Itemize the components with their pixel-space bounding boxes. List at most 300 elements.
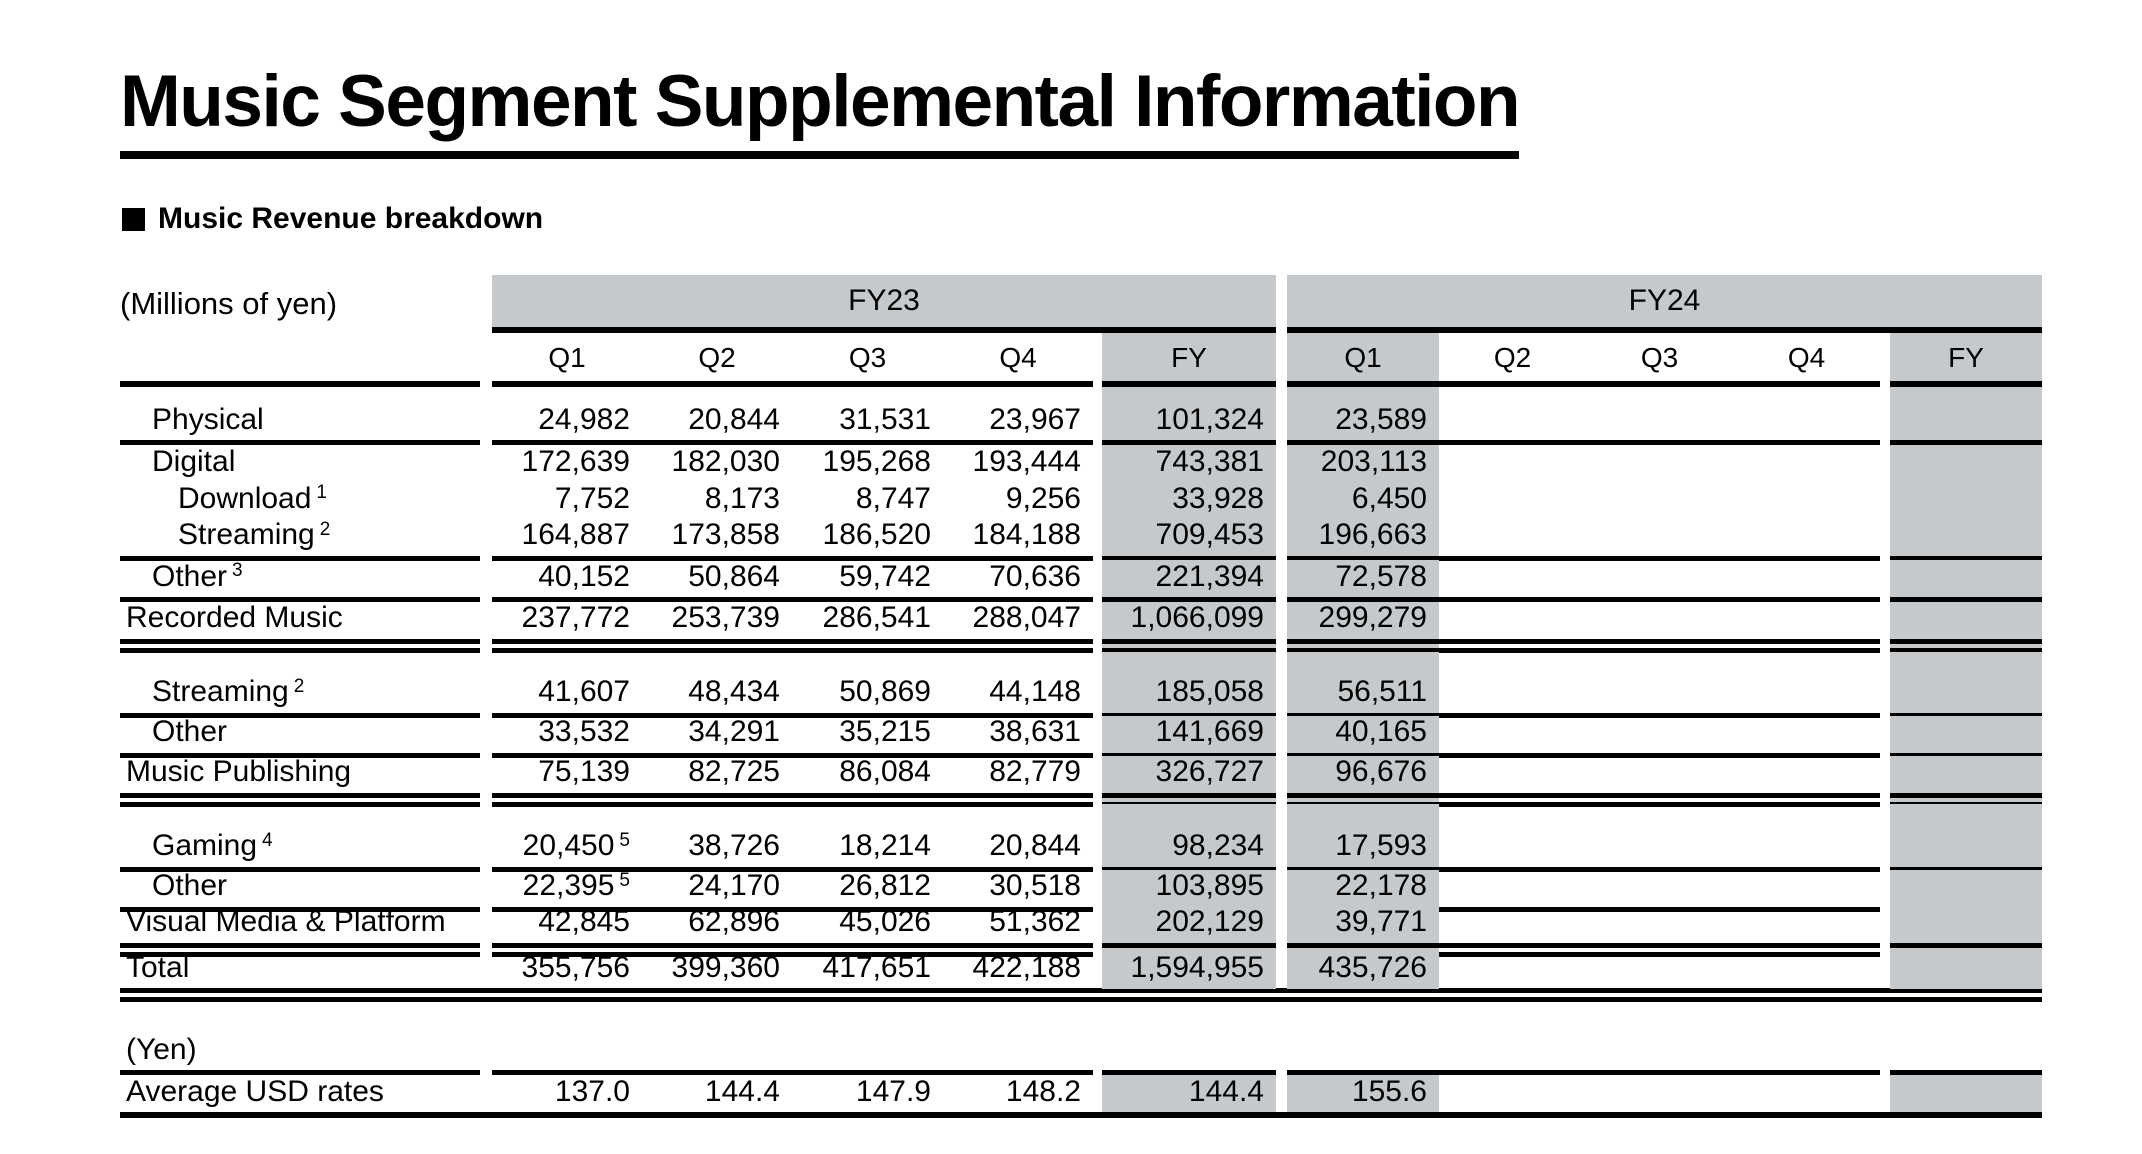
cell-value-text: 148.2	[1005, 1074, 1081, 1108]
col-header-fy24-q3-text: Q3	[1640, 341, 1679, 373]
cell-value	[1287, 560, 1439, 602]
cell-value	[1890, 1075, 2042, 1112]
cell-value-text: 41,607	[538, 675, 630, 708]
section-header-label: Music Revenue breakdown	[158, 202, 544, 235]
col-header-fy24-q4	[1733, 333, 1880, 387]
col-header-fy24-q1-text: Q1	[1344, 341, 1382, 373]
cell-value	[1439, 830, 1586, 872]
table-gap-row	[120, 1002, 2042, 1030]
table-row	[120, 602, 2042, 652]
row-label	[120, 519, 480, 561]
cell-value	[792, 387, 943, 445]
cell-value-text: 193,444	[972, 444, 1081, 478]
cell-value-text: 51,362	[989, 905, 1081, 938]
row-label	[120, 716, 480, 758]
cell-value-text: 17,593	[1335, 829, 1427, 862]
row-label	[120, 445, 480, 482]
cell-value	[1586, 756, 1733, 807]
cell-value	[642, 602, 792, 653]
footnote-marker: 5	[619, 869, 630, 891]
cell-value-text: 172,639	[521, 444, 630, 478]
row-label	[120, 560, 480, 602]
rule-segment	[1287, 1030, 1880, 1075]
fy23-banner	[492, 275, 1276, 333]
cell-value	[792, 830, 943, 872]
shaded-gap-cell	[1287, 652, 1439, 676]
cell-value-text: 253,739	[671, 601, 780, 634]
cell-value	[492, 519, 642, 561]
cell-value-text: 101,324	[1155, 402, 1264, 436]
cell-value	[1102, 676, 1276, 718]
cell-value	[1890, 602, 2042, 653]
cell-value	[492, 830, 642, 872]
cell-value-text: 35,215	[839, 715, 931, 748]
col-header-fy24-q3	[1586, 333, 1733, 387]
cell-value-text: 288,047	[972, 601, 1081, 634]
col-header-fy23-q1	[492, 333, 642, 387]
cell-value	[1102, 716, 1276, 758]
cell-value	[642, 716, 792, 758]
cell-value-text: 45,026	[839, 905, 931, 938]
shaded-gap-cell	[1102, 804, 1276, 830]
cell-value-text: 70,636	[989, 559, 1081, 593]
col-header-fy24-q4-text: Q4	[1787, 341, 1826, 373]
cell-value-text: 22,395	[522, 869, 615, 902]
cell-value-text: 96,676	[1335, 755, 1427, 788]
table-row	[120, 676, 2042, 716]
cell-value	[1890, 445, 2042, 482]
cell-value	[1102, 1075, 1276, 1112]
cell-value	[943, 830, 1093, 872]
cell-value	[1586, 1075, 1733, 1112]
cell-value-text: 40,165	[1335, 715, 1427, 748]
cell-value	[792, 1075, 943, 1112]
cell-value	[1586, 716, 1733, 758]
cell-value-text: 38,726	[688, 829, 780, 862]
cell-value-text: 59,742	[839, 559, 931, 593]
cell-value-text: 20,450	[522, 829, 615, 862]
footnote-marker: 5	[619, 829, 630, 851]
shaded-gap-cell	[1890, 652, 2042, 676]
cell-value-text: 196,663	[1318, 518, 1427, 551]
cell-value	[1102, 952, 1276, 989]
table-row	[120, 445, 2042, 482]
cell-value	[1890, 482, 2042, 519]
cell-value	[943, 716, 1093, 758]
cell-value	[642, 676, 792, 718]
cell-value-text: 39,771	[1335, 905, 1427, 938]
cell-value	[1586, 906, 1733, 957]
cell-value-text: 48,434	[688, 675, 780, 708]
page-title: Music Segment Supplemental Information	[120, 60, 1519, 159]
cell-value-text: 24,982	[538, 402, 630, 436]
cell-value	[1439, 482, 1586, 519]
cell-value	[1287, 482, 1439, 519]
cell-value-text: 98,234	[1172, 829, 1264, 862]
cell-value	[642, 482, 792, 519]
table-row	[120, 716, 2042, 756]
cell-value-text: 173,858	[671, 518, 780, 551]
cell-value	[642, 519, 792, 561]
cell-value	[792, 756, 943, 807]
cell-value	[492, 952, 642, 989]
col-header-fy23-fy-text: FY	[1171, 341, 1207, 373]
row-label	[120, 676, 480, 718]
cell-value-text: 203,113	[1320, 444, 1427, 478]
cell-value	[1287, 445, 1439, 482]
cell-value	[492, 906, 642, 957]
cell-value	[1733, 952, 1880, 989]
cell-value-text: 141,669	[1155, 715, 1264, 748]
row-label-text: Gaming	[152, 829, 258, 862]
cell-value	[492, 1075, 642, 1112]
cell-value	[1287, 756, 1439, 807]
cell-value	[1733, 676, 1880, 718]
cell-value-text: 23,967	[989, 402, 1081, 436]
cell-value-text: 144.4	[1188, 1074, 1264, 1108]
table-banner-row	[120, 275, 2042, 333]
cell-value	[642, 445, 792, 482]
table-header-row	[120, 333, 2042, 387]
music-revenue-table	[120, 275, 2042, 1118]
fy24-banner-text: FY24	[1628, 283, 1701, 317]
cell-value-text: 1,066,099	[1130, 601, 1264, 634]
cell-value	[1890, 387, 2042, 445]
table-row	[120, 906, 2042, 952]
cell-value-text: 182,030	[671, 444, 780, 478]
cell-value-text: 33,532	[538, 715, 630, 748]
cell-value	[1439, 676, 1586, 718]
cell-value-text: 147.9	[855, 1074, 931, 1108]
cell-value	[792, 952, 943, 989]
section-header	[122, 202, 543, 236]
cell-value	[1586, 387, 1733, 445]
cell-value	[492, 756, 642, 807]
cell-value	[1287, 387, 1439, 445]
cell-value	[943, 1075, 1093, 1112]
cell-value	[792, 482, 943, 519]
cell-value	[1102, 602, 1276, 653]
cell-value-text: 399,360	[671, 951, 780, 984]
table-row	[120, 519, 2042, 560]
cell-value	[492, 560, 642, 602]
cell-value-text: 195,268	[822, 444, 931, 478]
cell-value-text: 6,450	[1351, 481, 1427, 515]
row-label-text: Streaming	[178, 518, 315, 551]
cell-value	[1733, 387, 1880, 445]
cell-value	[1287, 1075, 1439, 1112]
cell-value	[1102, 445, 1276, 482]
rule-segment	[1102, 1030, 1276, 1075]
cell-value	[1586, 602, 1733, 653]
usd-rates-row	[120, 1075, 2042, 1118]
cell-value	[792, 602, 943, 653]
row-label-text: Other	[152, 715, 228, 748]
cell-value-text: 20,844	[989, 829, 1081, 862]
cell-value	[1439, 906, 1586, 957]
cell-value	[1287, 716, 1439, 758]
cell-value-text: 82,779	[989, 755, 1081, 788]
cell-value	[943, 387, 1093, 445]
cell-value	[1733, 716, 1880, 758]
cell-value-text: 34,291	[688, 715, 780, 748]
cell-value	[1586, 445, 1733, 482]
cell-value-text: 435,726	[1318, 951, 1427, 984]
cell-value	[1102, 482, 1276, 519]
cell-value-text: 20,844	[688, 402, 780, 436]
cell-value	[492, 482, 642, 519]
cell-value	[943, 952, 1093, 989]
cell-value	[943, 756, 1093, 807]
row-label	[120, 387, 480, 445]
cell-value	[492, 387, 642, 445]
table-row	[120, 756, 2042, 804]
cell-value	[1287, 602, 1439, 653]
cell-value	[1733, 560, 1880, 602]
col-header-fy24-q1	[1287, 333, 1439, 387]
row-label-text: Average USD rates	[126, 1074, 384, 1108]
cell-value	[642, 1075, 792, 1112]
cell-value	[492, 445, 642, 482]
footnote-marker: 3	[232, 560, 243, 582]
cell-value-text: 743,381	[1155, 444, 1264, 478]
col-header-fy23-q3	[792, 333, 943, 387]
shaded-gap-cell	[1287, 804, 1439, 830]
row-label	[120, 482, 480, 519]
cell-value	[642, 387, 792, 445]
cell-value-text: 202,129	[1155, 905, 1264, 938]
cell-value	[642, 906, 792, 957]
table-row	[120, 870, 2042, 906]
cell-value-text: 237,772	[521, 601, 630, 634]
shaded-gap-cell	[1102, 652, 1276, 676]
rule-segment	[492, 1030, 1093, 1075]
cell-value	[792, 519, 943, 561]
cell-value-text: 299,279	[1318, 601, 1427, 634]
cell-value	[792, 906, 943, 957]
cell-value-text: 82,725	[688, 755, 780, 788]
cell-value	[1439, 560, 1586, 602]
cell-value	[1890, 716, 2042, 758]
cell-value-text: 18,214	[839, 829, 931, 862]
cell-value-text: 221,394	[1155, 559, 1264, 593]
cell-value	[642, 756, 792, 807]
cell-value-text: 33,928	[1172, 481, 1264, 515]
col-header-fy24-fy	[1890, 333, 2042, 387]
cell-value	[1287, 906, 1439, 957]
cell-value	[492, 716, 642, 758]
units-label	[120, 275, 480, 333]
cell-value	[1733, 602, 1880, 653]
row-label	[120, 756, 480, 807]
cell-value	[1439, 387, 1586, 445]
row-label-text: Streaming	[152, 675, 289, 708]
cell-value-text: 9,256	[1005, 481, 1081, 515]
cell-value	[1586, 952, 1733, 989]
cell-value-text: 23,589	[1335, 402, 1427, 436]
cell-value	[943, 560, 1093, 602]
row-label-text: Visual Media & Platform	[126, 905, 446, 938]
cell-value-text: 422,188	[972, 951, 1081, 984]
col-header-fy23-q2-text: Q2	[698, 341, 736, 373]
footnote-marker: 2	[319, 518, 331, 540]
cell-value	[1439, 756, 1586, 807]
cell-value-text: 8,173	[704, 481, 780, 515]
cell-value-text: 184,188	[972, 518, 1081, 551]
table-row	[120, 560, 2042, 602]
cell-value-text: 44,148	[989, 675, 1081, 708]
cell-value-text: 26,812	[839, 869, 931, 902]
table-gap-row	[120, 804, 2042, 830]
table-row	[120, 387, 2042, 445]
table-row	[120, 830, 2042, 870]
footnote-marker: 2	[293, 675, 305, 697]
cell-value	[1287, 519, 1439, 561]
footnote-marker: 4	[262, 829, 273, 851]
cell-value	[1733, 519, 1880, 561]
cell-value	[1586, 676, 1733, 718]
yen-units-label	[120, 1030, 480, 1075]
cell-value	[1439, 519, 1586, 561]
row-label	[120, 1075, 480, 1112]
cell-value	[1890, 830, 2042, 872]
row-label-text: Digital	[152, 444, 236, 478]
cell-value	[492, 676, 642, 718]
cell-value	[1890, 560, 2042, 602]
yen-label-row	[120, 1030, 2042, 1075]
cell-value	[1890, 676, 2042, 718]
table-row	[120, 482, 2042, 519]
cell-value-text: 31,531	[839, 402, 931, 436]
row-label	[120, 602, 480, 653]
cell-value-text: 38,631	[989, 715, 1081, 748]
cell-value	[943, 676, 1093, 718]
cell-value-text: 417,651	[822, 951, 931, 984]
cell-value-text: 186,520	[822, 518, 931, 551]
cell-value-text: 355,756	[521, 951, 630, 984]
cell-value-text: 24,170	[688, 869, 780, 902]
cell-value-text: 709,453	[1155, 518, 1264, 551]
fy23-banner-text: FY23	[848, 283, 920, 317]
black-square-bullet-icon	[122, 208, 145, 231]
col-header-fy24-fy-text: FY	[1948, 341, 1984, 373]
col-header-fy23-q1-text: Q1	[548, 341, 586, 373]
cell-value	[1586, 482, 1733, 519]
cell-value	[1733, 830, 1880, 872]
row-label-text: Recorded Music	[126, 601, 343, 634]
cell-value-text: 155.6	[1351, 1074, 1427, 1108]
cell-value	[1102, 519, 1276, 561]
table-gap-row	[120, 652, 2042, 676]
row-label-text: Other	[152, 869, 228, 902]
cell-value	[1102, 560, 1276, 602]
cell-value	[1102, 387, 1276, 445]
cell-value	[1287, 676, 1439, 718]
cell-value-text: 326,727	[1155, 755, 1264, 788]
cell-value	[492, 602, 642, 653]
cell-value-text: 185,058	[1155, 675, 1264, 708]
cell-value-text: 164,887	[521, 518, 630, 551]
col-header-fy23-q4	[943, 333, 1093, 387]
fy24-banner	[1287, 275, 2042, 333]
cell-value	[1890, 906, 2042, 957]
cell-value	[1733, 445, 1880, 482]
col-header-fy23-fy	[1102, 333, 1276, 387]
cell-value	[792, 716, 943, 758]
col-header-fy23-q3-text: Q3	[848, 341, 887, 373]
row-label-text: Music Publishing	[126, 755, 352, 788]
row-label-text: Other	[152, 559, 228, 593]
cell-value-text: 86,084	[839, 755, 931, 788]
cell-value	[642, 560, 792, 602]
cell-value	[943, 519, 1093, 561]
rule-segment	[1890, 1030, 2042, 1075]
cell-value-text: 30,518	[989, 869, 1081, 902]
cell-value	[943, 445, 1093, 482]
shaded-gap-cell	[1890, 804, 2042, 830]
cell-value	[1439, 445, 1586, 482]
cell-value	[1102, 830, 1276, 872]
row-label-text: Total	[126, 951, 190, 984]
cell-value	[1439, 1075, 1586, 1112]
cell-value-text: 7,752	[554, 481, 630, 515]
cell-value	[1439, 952, 1586, 989]
cell-value	[1586, 830, 1733, 872]
cell-value	[642, 830, 792, 872]
cell-value	[792, 445, 943, 482]
cell-value-text: 8,747	[855, 481, 931, 515]
col-header-fy24-q2-text: Q2	[1493, 341, 1532, 373]
cell-value	[1890, 519, 2042, 561]
row-label	[120, 906, 480, 957]
cell-value	[792, 676, 943, 718]
cell-value-text: 286,541	[822, 601, 931, 634]
row-label-text: Physical	[152, 402, 264, 436]
cell-value-text: 22,178	[1335, 869, 1427, 902]
cell-value-text: 42,845	[538, 905, 630, 938]
cell-value-text: 144.4	[704, 1074, 780, 1108]
cell-value	[1439, 602, 1586, 653]
cell-value-text: 62,896	[688, 905, 780, 938]
yen-units-label-text: (Yen)	[126, 1032, 197, 1066]
cell-value	[1102, 756, 1276, 807]
cell-value-text: 50,864	[688, 559, 780, 593]
cell-value-text: 56,511	[1337, 675, 1427, 708]
row-label	[120, 830, 480, 872]
cell-value	[943, 602, 1093, 653]
cell-value	[943, 906, 1093, 957]
cell-value	[1102, 906, 1276, 957]
cell-value	[642, 952, 792, 989]
table-row	[120, 952, 2042, 1002]
units-label-text: (Millions of yen)	[120, 286, 338, 322]
row-label-spacer	[120, 333, 480, 387]
cell-value	[1287, 830, 1439, 872]
cell-value-text: 75,139	[538, 755, 630, 788]
cell-value	[1586, 560, 1733, 602]
footnote-marker: 1	[316, 482, 327, 504]
col-header-fy23-q4-text: Q4	[999, 341, 1037, 373]
cell-value	[943, 482, 1093, 519]
col-header-fy23-q2	[642, 333, 792, 387]
row-label-text: Download	[178, 481, 312, 515]
col-header-fy24-q2	[1439, 333, 1586, 387]
cell-value-text: 1,594,955	[1130, 951, 1264, 984]
cell-value	[1439, 716, 1586, 758]
cell-value-text: 137.0	[554, 1074, 630, 1108]
cell-value	[1733, 906, 1880, 957]
cell-value-text: 103,895	[1155, 869, 1264, 902]
